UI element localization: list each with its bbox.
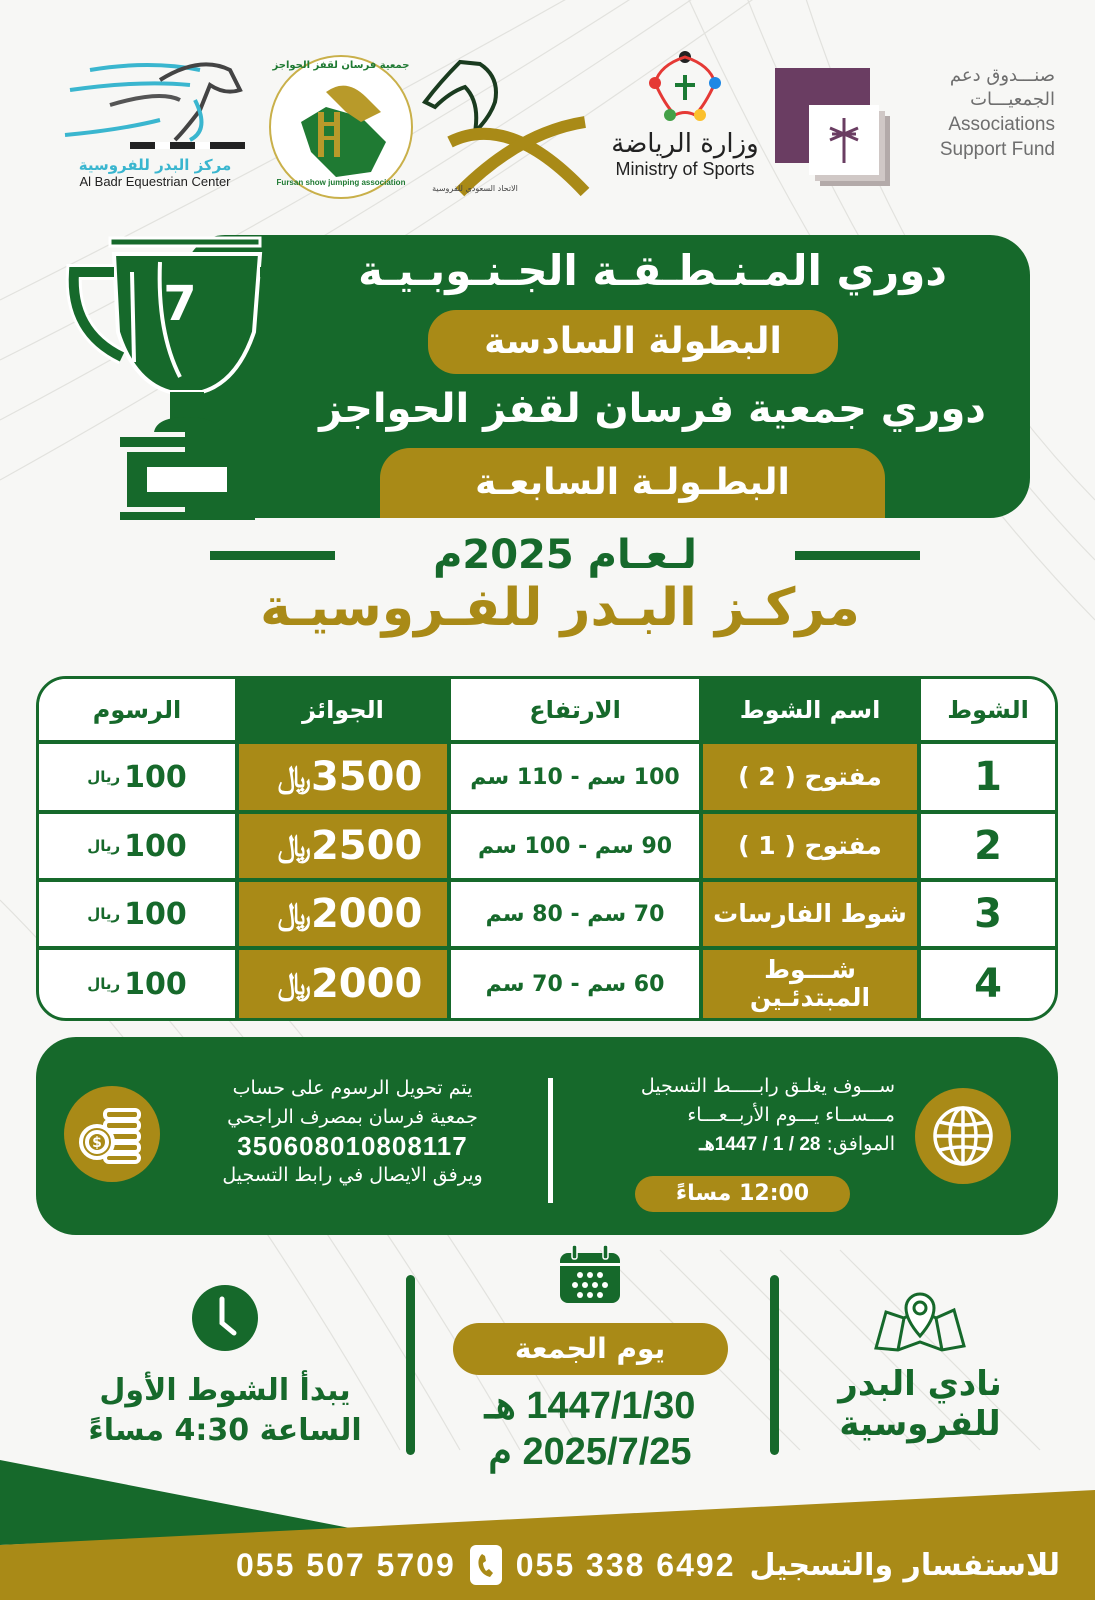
header-fee: الرسوم bbox=[39, 679, 239, 744]
table-row-3-round: 3 bbox=[921, 882, 1055, 950]
clock-icon bbox=[192, 1285, 258, 1351]
phone-number-2[interactable]: 055 507 5709 bbox=[235, 1546, 456, 1583]
location-line2: للفروسية bbox=[839, 1404, 1001, 1444]
table-row-2-name: مفتوح ( 1 ) bbox=[703, 814, 921, 882]
venue-title: مركـز البـدر للفـروسيـة bbox=[260, 578, 860, 638]
associations-support-fund-mark bbox=[775, 68, 900, 190]
table-row-2-height: 90 سم - 100 سم bbox=[451, 814, 703, 882]
rounds-table bbox=[36, 676, 1058, 1021]
table-row-2-fee: 100 ريال bbox=[39, 814, 239, 882]
riyal-icon: ﷼ bbox=[277, 759, 311, 795]
ministry-name-english: Ministry of Sports bbox=[615, 159, 755, 179]
phone-icon bbox=[470, 1545, 502, 1585]
gregorian-date: 2025/7/25 م bbox=[488, 1431, 692, 1473]
location-line1: نادي البدر bbox=[838, 1364, 1002, 1404]
table-row-4-name: شـــوط المبتدئـين bbox=[703, 950, 921, 1018]
table-row-3-prize: 2000 ﷼ bbox=[239, 882, 451, 950]
table-row-4-height: 60 سم - 70 سم bbox=[451, 950, 703, 1018]
horse-icon bbox=[60, 50, 250, 150]
svg-text:$: $ bbox=[92, 1135, 102, 1151]
asf-english-2: Support Fund bbox=[939, 139, 1055, 160]
location-block bbox=[815, 1290, 1025, 1444]
table-row-4-fee: 100 ريال bbox=[39, 950, 239, 1018]
banner-title-line1: دوري المـنـطـقـة الجـنـوبـيـة bbox=[358, 246, 947, 295]
table-row-4-prize: 2000 ﷼ bbox=[239, 950, 451, 1018]
table-row-1-round: 1 bbox=[921, 744, 1055, 814]
registration-close-info bbox=[575, 1072, 895, 1159]
albadr-logo-english: Al Badr Equestrian Center bbox=[79, 174, 231, 189]
trophy-number: 7 bbox=[163, 276, 197, 332]
globe-icon bbox=[915, 1088, 1011, 1184]
riyal-icon: ﷼ bbox=[277, 828, 311, 864]
date-block bbox=[440, 1245, 740, 1475]
bottom-divider-right bbox=[770, 1275, 779, 1455]
divider-bar-left bbox=[210, 551, 335, 560]
table-row-1-prize: 3500 ﷼ bbox=[239, 744, 451, 814]
payment-line2: جمعية فرسان بمصرف الراجحي bbox=[227, 1106, 478, 1128]
payment-instructions bbox=[195, 1074, 510, 1190]
registration-date-line: الموافق: 28 / 1 / 1447هـ bbox=[699, 1133, 895, 1155]
table-row-3-fee: 100 ريال bbox=[39, 882, 239, 950]
info-divider bbox=[548, 1078, 553, 1203]
start-line1: يبدأ الشوط الأول bbox=[99, 1373, 351, 1408]
payment-line1: يتم تحويل الرسوم على حساب bbox=[232, 1077, 473, 1099]
ministry-of-sports-logo bbox=[600, 45, 770, 195]
header-height: الارتفاع bbox=[451, 679, 703, 744]
payment-registration-box bbox=[36, 1037, 1058, 1235]
federation-logo-text: الاتحاد السعودي للفروسية bbox=[432, 184, 518, 193]
asf-arabic-2: الجمعيـــات bbox=[970, 89, 1055, 110]
table-row-3-height: 70 سم - 80 سم bbox=[451, 882, 703, 950]
table-row-3-name: شوط الفارسات bbox=[703, 882, 921, 950]
banner-title-line3: دوري جمعية فرسان لقفز الحواجز bbox=[319, 386, 986, 432]
banner-pill-sixth-championship: البطولة السادسة bbox=[428, 310, 838, 374]
registration-line2: مـــســاء يـــوم الأربــعـــاء bbox=[687, 1104, 895, 1126]
header-prize: الجوائز bbox=[239, 679, 451, 744]
asf-arabic-1: صنـــدوق دعم bbox=[949, 65, 1055, 86]
year-row bbox=[210, 530, 920, 580]
trophy-icon bbox=[62, 232, 292, 522]
asf-english-1: Associations bbox=[948, 114, 1055, 135]
bottom-divider-left bbox=[406, 1275, 415, 1455]
fursan-logo bbox=[266, 52, 416, 202]
bank-account-number: 350608010808117 bbox=[237, 1131, 468, 1161]
contact-bar bbox=[60, 1540, 1060, 1590]
table-row-1-fee: 100 ريال bbox=[39, 744, 239, 814]
table-row-4-round: 4 bbox=[974, 961, 1002, 1007]
riyal-icon: ﷼ bbox=[277, 896, 311, 932]
table-row-2-round: 2 bbox=[921, 814, 1055, 882]
registration-line1: ســـوف يغلـق رابـــــط التسجيل bbox=[640, 1075, 895, 1097]
hijri-date: 1447/1/30 هـ bbox=[484, 1385, 696, 1427]
coins-icon bbox=[64, 1086, 160, 1182]
table-row-1-height: 100 سم - 110 سم bbox=[451, 744, 703, 814]
federation-logo bbox=[420, 52, 590, 202]
event-day: يوم الجمعة bbox=[453, 1323, 728, 1375]
year-text: لـعـام 2025م bbox=[433, 532, 697, 578]
start-line2: الساعة 4:30 مساءً bbox=[88, 1413, 362, 1448]
payment-line4: ويرفق الايصال في رابط التسجيل bbox=[222, 1164, 483, 1186]
albadr-logo bbox=[60, 50, 250, 200]
ministry-name-arabic: وزارة الرياضة bbox=[611, 129, 759, 159]
fursan-logo-english: Fursan show jumping association bbox=[276, 178, 406, 187]
banner-pill-seventh-championship: البطـولـة السابعـة bbox=[380, 448, 885, 518]
divider-bar-right bbox=[795, 551, 920, 560]
table-row-1-name: مفتوح ( 2 ) bbox=[703, 744, 921, 814]
phone-number-1[interactable]: 055 338 6492 bbox=[515, 1546, 736, 1583]
contact-label: للاستفسار والتسجيل bbox=[749, 1547, 1060, 1583]
header-round: الشوط bbox=[921, 679, 1055, 744]
header-round-name: اسم الشوط bbox=[703, 679, 921, 744]
calendar-icon bbox=[558, 1245, 622, 1305]
map-pin-icon bbox=[872, 1290, 968, 1352]
start-time-block bbox=[60, 1285, 390, 1451]
table-row-2-prize: 2500 ﷼ bbox=[239, 814, 451, 882]
registration-close-time: 12:00 مساءً bbox=[635, 1176, 850, 1212]
associations-support-fund-text bbox=[905, 64, 1055, 162]
fursan-logo-arabic: جمعية فرسان لقفز الحواجز bbox=[272, 60, 410, 71]
albadr-logo-arabic: مركز البدر للفروسية bbox=[78, 156, 232, 174]
riyal-icon: ﷼ bbox=[277, 966, 311, 1002]
